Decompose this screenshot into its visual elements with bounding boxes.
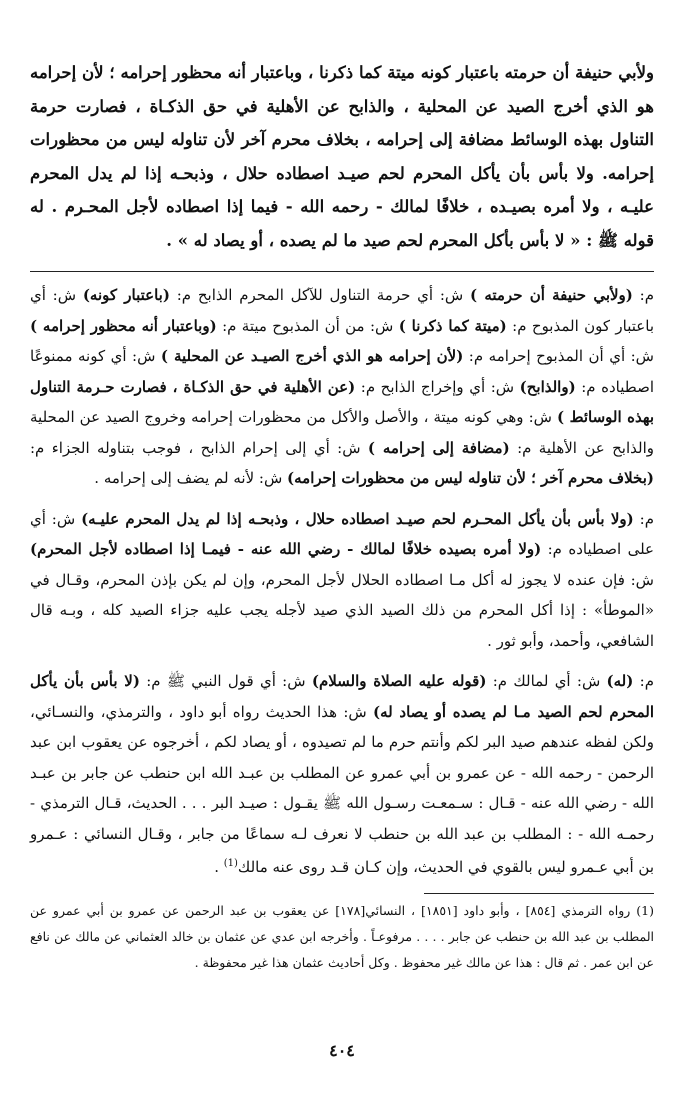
footnote-separator [424, 893, 654, 894]
sharh-text: ش: فإن عنده لا يجوز له أكل مـا اصطاده الحلال لأجل المحرم، وإن لم يكن بإذن المحرم، وقـال في «الموطأ» : إذا أكل المحرم من ذلك الصيد الذي صيد لأجله يجب عليه جزاء الصيد كله ، وبـه قال الشافعي، وأحمد، وأبو ثور . [30, 570, 654, 650]
sharh-text: ش: أي لمالك م: [486, 672, 607, 690]
sharh-text: ش: لأنه لم يضف إلى إحرامه . [94, 469, 288, 487]
sharh-text: ش: هذا الحديث رواه أبو داود ، والترمذي، والنسـائي، ولكن لفظه عندهم صيد البر لكم وأنتم حرم ما لم تصيدوه ، أو يصاد لكم ، أخرجوه عن يعقوب ابن عبد الرحمن - رحمه الله - عن عمرو بن أبي عمرو عن المطلب بن عبـد الله ابن حنطب عن جابر بن عبـد الله - رضي الله عنه - قـال : سـمعـت رسـول الله ﷺ يقـول : صيـد البر . . . الحديث، قـال الترمذي - رحمـه الله - : المطلب بن عبد الله بن حنطب لا نعرف لـه سماعًا من جابر ، وقـال النسائي : عـمرو بن أبي عـمرو ليس بالقوي في الحديث، وإن كـان قـد روى عنه مالك [30, 702, 654, 876]
matn-quote: (مضافة إلى إحرامه ) [367, 438, 510, 457]
matn-text: ولأبي حنيفة أن حرمته باعتبار كونه ميتة كما ذكرنا ، وباعتبار أنه محظور إحرامه ؛ لأن إحرامه هو الذي أخرج الصيد عن المحلية ، والذابح عن الأهلية في حق الذكـاة ، فصارت حرمة التناول بهذه الوسائط مضافة إلى إحرامه ، بخلاف محرم آخر لأن تناوله ليس من محظورات إحرامه. ولا بأس بأن يأكل المحرم لحم صيـد اصطاده حلال ، وذبحـه إذا لم يدل المحرم عليـه ، ولا أمره بصيـده ، خلافًا لمالك - رحمه الله - فيما إذا اصطاده لأجل المحـرم . له قوله ﷺ : « لا بأس بأكل المحرم لحم صيد ما لم يصده ، أو يصاد له » . [30, 63, 654, 250]
matn-quote: (عن الأهلية في حق الذكـاة ، فصارت حـرمة التناول بهذه الوسائط ) [30, 377, 654, 426]
matn-quote: (باعتبار كونه) [82, 286, 170, 304]
matn-quote: (وباعتبار أنه محظور إحرامه ) [30, 316, 217, 335]
matn-quote: (ولأبي حنيفة أن حرمته ) [470, 286, 633, 304]
footnote: (1) رواه الترمذي [٨٥٤] ، وأبو داود [١٨٥١] ، النسائي[١٧٨] عن يعقوب بن عبد الرحمن عن عمرو بن أبي عمرو عن المطلب بن عبد الله بن حنطب عن جابر . . . . مرفوعـاً . وأخرجه ابن عدي عن عثمان بن خالد العثماني عن مالك عن نافع عن ابن عمر . ثم قال : هذا عن مالك غير محفوظ . وكل أحاديث عثمان هذا غير محفوظة . [30, 902, 654, 970]
sharh-paragraph [30, 666, 654, 883]
sharh-text: ش: أي حرمة التناول للآكل المحرم الذابح م: [169, 286, 470, 304]
page-number: ٤٠٤ [329, 1041, 355, 1060]
sharh-text: م: [632, 286, 655, 304]
sharh-paragraph [30, 504, 654, 657]
footnote-marker: (1) [223, 858, 238, 869]
sharh-text: . [214, 858, 224, 876]
matn-quote: (والذابح) [519, 377, 576, 396]
matn-quote: (قوله عليه الصلاة والسلام) [311, 672, 487, 690]
matn-quote: (له) [606, 672, 634, 690]
sharh-text: م: [633, 672, 654, 690]
sharh-text: ش: أي قول النبي ﷺ م: [139, 672, 312, 690]
matn-quote: (لأن إحرامه هو الذي أخرج الصيـد عن المحلية ) [160, 347, 464, 365]
sharh-text: ش: أي باعتبار كون المذبوح م: [30, 286, 654, 335]
sharh-text: ش: أي على اصطياده م: [30, 509, 654, 558]
matn-quote: (ولا أمره بصيده خلافًا لمالك - رضي الله عنه - فيمـا إذا اصطاده لأجل المحرم) [30, 540, 542, 558]
sharh-text: م: [633, 509, 655, 528]
sharh-text: ش: أي إلى إحرام الذابح ، فوجب بتناوله الجزاء م: [30, 438, 368, 457]
sharh-text: ش: وهي كونه ميتة ، والأصل والأكل من محظورات إحرامه وخروج الصيد عن المحلية والذابح عن الأهلية م: [30, 408, 655, 457]
sharh-text: ش: أي وإخراج الذابح م: [355, 377, 520, 396]
matn-quote: (بخلاف محرم آخر ؛ لأن تناوله ليس من محظورات إحرامه) [287, 469, 654, 487]
sharh-text: ش: أي أن المذبوح إحرامه م: [463, 347, 654, 365]
matn-quote: (لا بأس بأن يأكل المحرم لحم الصيد مـا لم يصده أو يصاد له) [30, 672, 654, 721]
sharh-commentary [30, 280, 654, 883]
sharh-text: ش: أي كونه ممنوعًا اصطياده م: [30, 347, 654, 396]
matn-separator [30, 271, 654, 272]
sharh-text: ش: من أن المذبوح ميتة م: [216, 316, 399, 335]
matn-quote: (ميتة كما ذكرنا ) [398, 316, 507, 335]
sharh-paragraph [30, 280, 654, 494]
matn-quote: (ولا بأس بأن يأكل المحـرم لحم صيـد اصطاده حلال ، وذبحـه إذا لم يدل المحرم عليـه) [81, 509, 634, 528]
